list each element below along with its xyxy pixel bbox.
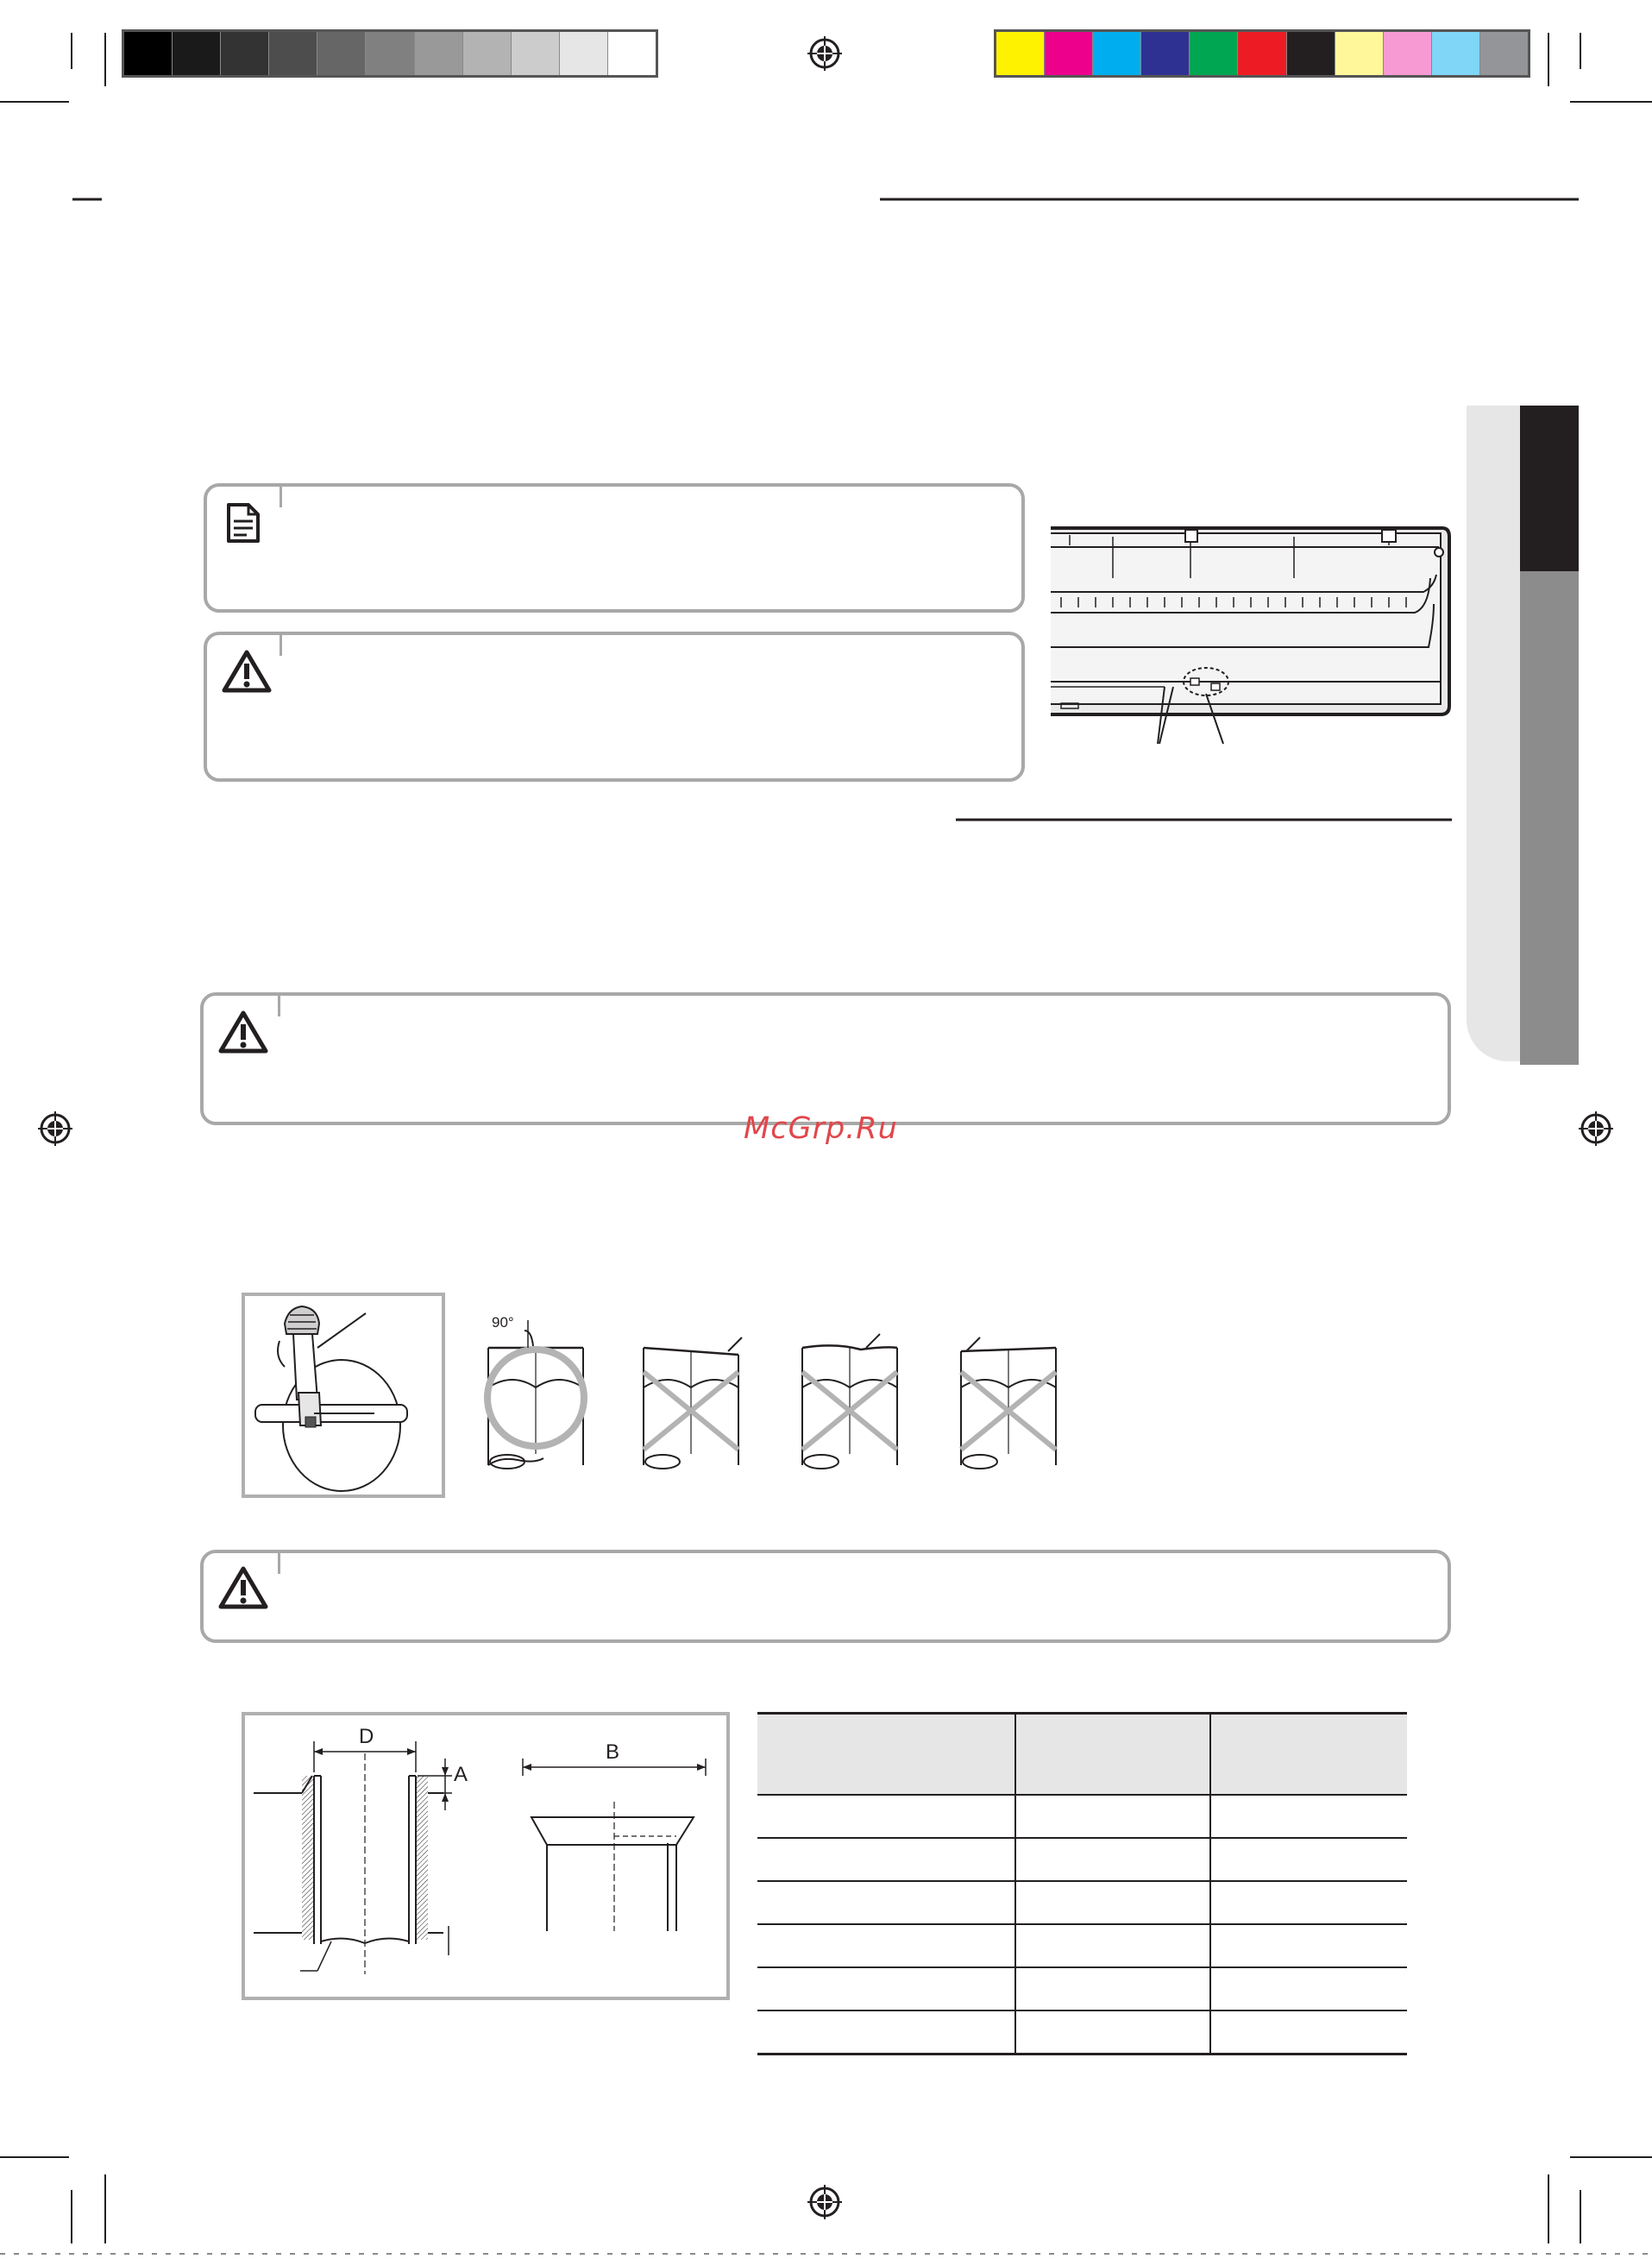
registration-mark-icon <box>1579 1111 1613 1146</box>
caution-box <box>200 1550 1451 1643</box>
note-box <box>204 483 1025 613</box>
box-divider <box>278 996 280 1016</box>
watermark: McGrp.Ru <box>744 1111 898 1146</box>
warning-icon <box>217 1010 269 1054</box>
table-row <box>757 1881 1407 1924</box>
pipe-cut-examples <box>483 1303 1087 1476</box>
caution-box <box>204 632 1025 782</box>
note-icon <box>226 502 261 544</box>
registration-mark-icon <box>38 1111 72 1146</box>
dimension-b-label: B <box>606 1740 620 1764</box>
registration-mark-icon <box>807 2185 842 2219</box>
box-divider <box>278 1553 280 1574</box>
table-row <box>757 1795 1407 1838</box>
pipe-cutter-figure <box>242 1293 445 1498</box>
registration-mark-icon <box>807 36 842 71</box>
chapter-tab-background <box>1467 406 1520 1061</box>
flare-dimension-illustration <box>245 1715 726 1997</box>
correct-cut-example <box>487 1320 584 1469</box>
caution-box <box>200 992 1451 1125</box>
indoor-unit-illustration <box>1044 518 1458 751</box>
chapter-tab-active <box>1520 406 1579 571</box>
dimension-a-label: A <box>454 1763 468 1786</box>
dimension-d-label: D <box>359 1725 374 1748</box>
cut-angle-label: 90° <box>492 1314 514 1331</box>
table-row <box>757 1924 1407 1967</box>
table-row <box>757 1967 1407 2010</box>
warning-icon <box>221 649 273 694</box>
pipe-cutter-illustration <box>245 1296 442 1494</box>
box-divider <box>280 635 282 656</box>
table-row <box>757 2010 1407 2054</box>
table-row <box>757 1838 1407 1881</box>
chapter-tab-section <box>1520 571 1579 1065</box>
flare-dimension-figure <box>242 1712 730 2000</box>
warning-icon <box>217 1565 269 1610</box>
flare-dimension-table <box>757 1712 1407 2055</box>
table-header-row <box>757 1714 1407 1796</box>
box-divider <box>280 487 282 507</box>
